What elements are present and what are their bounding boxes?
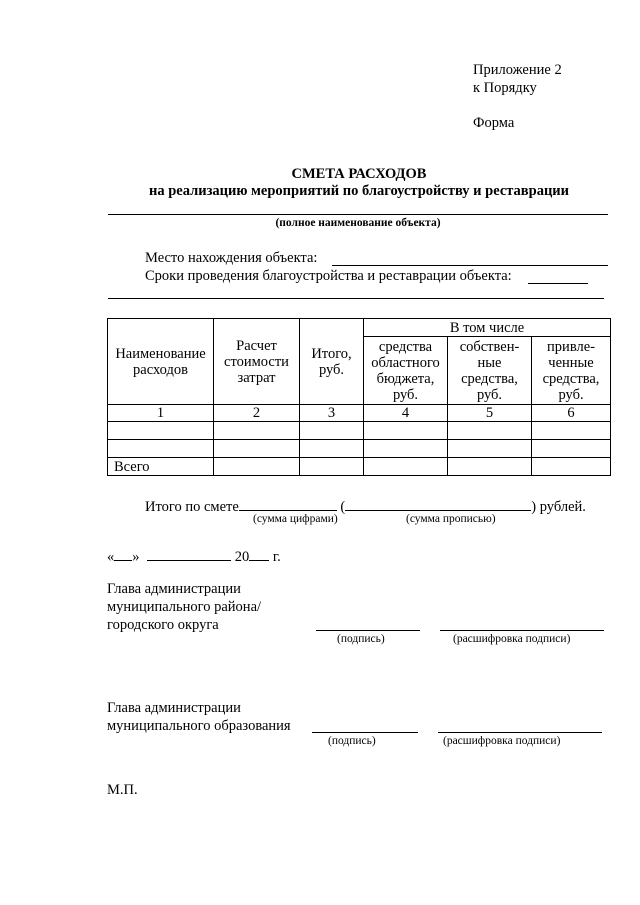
signatory-title-line2: муниципального района/ — [107, 599, 262, 615]
column-number: 4 — [364, 405, 448, 422]
form-label: Форма — [473, 115, 515, 131]
header-cost-calculation: Расчет стоимости затрат — [214, 319, 300, 405]
object-name-line[interactable] — [108, 214, 608, 215]
document-title: СМЕТА РАСХОДОВ — [291, 166, 427, 182]
appendix-number: Приложение 2 — [473, 62, 562, 78]
table-cell[interactable] — [300, 440, 364, 458]
header-total: Итого, руб. — [300, 319, 364, 405]
sum-words-caption: (сумма прописью) — [406, 513, 496, 525]
summary-prefix: Итого по смете — [145, 499, 239, 515]
sum-digits-field[interactable] — [239, 496, 337, 511]
table-cell[interactable] — [300, 458, 364, 476]
table-row[interactable] — [108, 440, 611, 458]
signature-field[interactable] — [316, 630, 420, 631]
column-number: 6 — [532, 405, 611, 422]
table-cell[interactable] — [364, 458, 448, 476]
signature-field[interactable] — [312, 732, 418, 733]
table-cell[interactable] — [364, 440, 448, 458]
terms-field[interactable] — [528, 283, 588, 284]
table-cell[interactable] — [448, 458, 532, 476]
header-expense-name: Наименование расходов — [108, 319, 214, 405]
total-row[interactable] — [108, 458, 611, 476]
sum-words-field[interactable] — [345, 496, 531, 511]
table-cell[interactable] — [214, 458, 300, 476]
document-subtitle: на реализацию мероприятий по благоустройству и реставрации — [148, 183, 570, 199]
table-cell[interactable] — [214, 440, 300, 458]
table-cell[interactable] — [532, 422, 611, 440]
table-cell[interactable] — [532, 458, 611, 476]
column-numbers-row — [108, 405, 611, 422]
day-field[interactable] — [114, 546, 132, 561]
header-attracted-funds: привле-ченные средства, руб. — [532, 337, 611, 405]
table-cell[interactable] — [108, 440, 214, 458]
object-name-caption: (полное наименование объекта) — [275, 217, 441, 229]
signature-caption: (подпись) — [328, 735, 376, 747]
signature-decode-caption: (расшифровка подписи) — [453, 633, 571, 645]
column-number: 3 — [300, 405, 364, 422]
summary-line — [145, 496, 586, 516]
signature-caption: (подпись) — [337, 633, 385, 645]
date-line — [107, 546, 281, 566]
signature-decode-caption: (расшифровка подписи) — [443, 735, 561, 747]
location-label: Место нахождения объекта: — [145, 250, 318, 266]
month-field[interactable] — [147, 546, 231, 561]
header-regional-budget: средства областного бюджета, руб. — [364, 337, 448, 405]
table-cell[interactable] — [532, 440, 611, 458]
sum-digits-caption: (сумма цифрами) — [253, 513, 338, 525]
total-row-label: Всего — [108, 458, 214, 476]
column-number: 5 — [448, 405, 532, 422]
table-cell[interactable] — [448, 422, 532, 440]
terms-continuation-line[interactable] — [108, 298, 604, 299]
signatory-title-line2: муниципального образования — [107, 718, 291, 734]
date-quote-close: » — [132, 549, 140, 565]
signatory-title-line1: Глава администрации — [107, 700, 241, 716]
year-suffix: г. — [272, 549, 281, 565]
header-own-funds: собствен-ные средства, руб. — [448, 337, 532, 405]
appendix-reference: к Порядку — [473, 80, 537, 96]
signatory-title-line3: городского округа — [107, 617, 219, 633]
column-number: 2 — [214, 405, 300, 422]
year-field[interactable] — [249, 546, 269, 561]
table-row[interactable] — [108, 422, 611, 440]
location-field[interactable] — [332, 265, 608, 266]
year-prefix: 20 — [234, 549, 250, 565]
column-number: 1 — [108, 405, 214, 422]
summary-suffix: ) рублей. — [531, 499, 586, 515]
header-including: В том числе — [364, 319, 611, 337]
signature-decode-field[interactable] — [438, 732, 602, 733]
table-cell[interactable] — [214, 422, 300, 440]
signature-decode-field[interactable] — [440, 630, 604, 631]
expense-table — [107, 318, 611, 476]
table-cell[interactable] — [108, 422, 214, 440]
table-cell[interactable] — [448, 440, 532, 458]
date-quote-open: « — [107, 549, 115, 565]
table-cell[interactable] — [364, 422, 448, 440]
terms-label: Сроки проведения благоустройства и реставрации объекта: — [145, 268, 512, 284]
stamp-place: М.П. — [107, 782, 138, 798]
signatory-title-line1: Глава администрации — [107, 581, 241, 597]
table-cell[interactable] — [300, 422, 364, 440]
summary-open-paren: ( — [340, 499, 346, 515]
